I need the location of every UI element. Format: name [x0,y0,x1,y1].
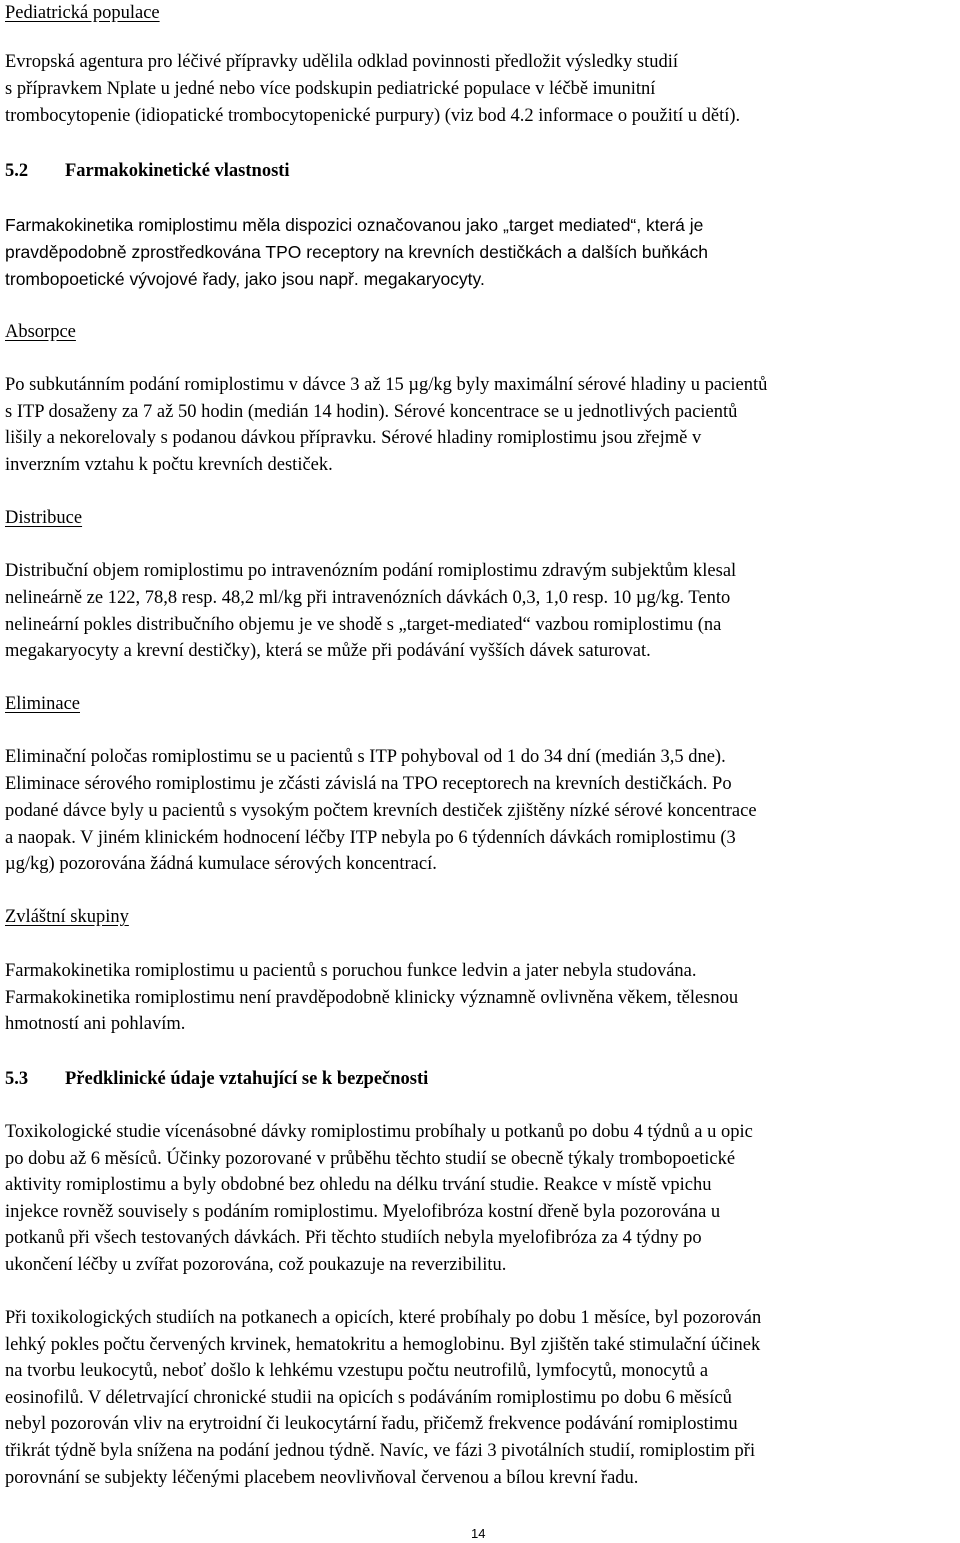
section-title: Předklinické údaje vztahující se k bezpečnosti [65,1069,429,1089]
section-number: 5.3 [5,1069,29,1089]
pk-intro-line: trombopoetické vývojové řady, jako jsou např. megakaryocyty. [5,269,485,289]
absorpce-line: inverzním vztahu k počtu krevních destiček. [5,455,333,475]
eliminace-line: a naopak. V jiném klinickém hodnocení léčby ITP nebyla po 6 týdenních dávkách romiplostimu (3 [5,828,736,848]
zvlastni-skupiny-line: Farmakokinetika romiplostimu není pravděpodobně klinicky významně ovlivněna věkem, tělesnou [5,988,739,1008]
preclinical-para2-line: Při toxikologických studiích na potkanech a opicích, které probíhaly po dobu 1 měsíce, byl pozorován [5,1308,762,1328]
preclinical-para1-line: ukončení léčby u zvířat pozorována, což poukazuje na reverzibilitu. [5,1255,507,1275]
preclinical-para1-line: po dobu až 6 měsíců. Účinky pozorované v průběhu těchto studií se obecně týkaly trombopoetické [5,1149,736,1169]
preclinical-para2-line: na tvorbu leukocytů, neboť došlo k lehkému vzestupu počtu neutrofilů, lymfocytů, monocytů a [5,1361,709,1381]
preclinical-para2-line: nebyl pozorován vliv na erytroidní či leukocytární řadu, přičemž frekvence podávání romiplostimu [5,1414,738,1434]
section-number: 5.2 [5,161,29,181]
eliminace-line: podané dávce byly u pacientů s vysokým počtem krevních destiček zjištěny nízké sérové koncentrace [5,801,757,821]
preclinical-para2-line: eosinofilů. V déletrvající chronické studii na opicích s podáváním romiplostimu po dobu 6 měsíců [5,1388,732,1408]
preclinical-para1-line: Toxikologické studie vícenásobné dávky romiplostimu probíhaly u potkanů po dobu 4 týdnů a u opic [5,1122,753,1142]
preclinical-para2-line: třikrát týdně byla snížena na podání jednou týdně. Navíc, ve fázi 3 pivotálních studií, romiplostim při [5,1441,756,1461]
distribuce-line: nelineární pokles distribučního objemu je ve shodě s „target-mediated“ vazbou romiplostimu (na [5,615,722,635]
distribuce-line: megakaryocyty a krevní destičky), která se může při podávání vyšších dávek saturovat. [5,641,651,661]
pediatric-heading: Pediatrická populace [5,3,160,23]
preclinical-para1-line: potkanů při všech testovaných dávkách. Při těchto studiích nebyla myelofibróza za 4 týdny po [5,1228,702,1248]
eliminace-line: Eliminace sérového romiplostimu je zčásti závislá na TPO receptorech na krevních destičkách. Po [5,774,732,794]
zvlastni-skupiny-line: Farmakokinetika romiplostimu u pacientů s poruchou funkce ledvin a jater nebyla studována. [5,961,697,981]
preclinical-para1-line: aktivity romiplostimu a byly obdobné bez ohledu na délku trvání studie. Reakce v místě vpichu [5,1175,712,1195]
eliminace-line: Eliminační poločas romiplostimu se u pacientů s ITP pohyboval od 1 do 34 dní (medián 3,5 dne). [5,747,726,767]
pk-intro-line: pravděpodobně zprostředkována TPO receptory na krevních destičkách a dalších buňkách [5,242,709,262]
distribuce-heading: Distribuce [5,508,83,528]
absorpce-line: s ITP dosaženy za 7 až 50 hodin (medián 14 hodin). Sérové koncentrace se u jednotlivých pacientů [5,402,738,422]
pediatric-line: Evropská agentura pro léčivé přípravky udělila odklad povinnosti předložit výsledky studií [5,52,679,72]
eliminace-heading: Eliminace [5,694,80,714]
section-5-2-heading [5,158,290,185]
pk-intro-line: Farmakokinetika romiplostimu měla dispozici označovanou jako „target mediated“, která je [5,215,704,235]
distribuce-line: nelineárně ze 122, 78,8 resp. 48,2 ml/kg při intravenózních dávkách 0,3, 1,0 resp. 10 µg/kg. Tento [5,588,731,608]
zvlastni-skupiny-line: hmotností ani pohlavím. [5,1014,186,1034]
pediatric-line: trombocytopenie (idiopatické trombocytopenické purpury) (viz bod 4.2 informace o použití u dětí). [5,106,741,126]
distribuce-line: Distribuční objem romiplostimu po intravenózním podání romiplostimu zdravým subjektům klesal [5,561,737,581]
absorpce-line: Po subkutánním podání romiplostimu v dávce 3 až 15 µg/kg byly maximální sérové hladiny u pacientů [5,375,768,395]
eliminace-line: µg/kg) pozorována žádná kumulace sérových koncentrací. [5,854,437,874]
absorpce-heading: Absorpce [5,322,76,342]
preclinical-para2-line: lehký pokles počtu červených krvinek, hematokritu a hemoglobinu. Byl zjištěn také stimulační účinek [5,1335,761,1355]
preclinical-para2-line: porovnání se subjekty léčenými placebem neovlivňoval červenou a bílou krevní řadu. [5,1468,639,1488]
page-number: 14 [471,1526,486,1541]
absorpce-line: lišily a nekorelovaly s podanou dávkou přípravku. Sérové hladiny romiplostimu jsou zřejmě v [5,428,702,448]
zvlastni-skupiny-heading: Zvláštní skupiny [5,907,129,927]
section-5-3-heading [5,1066,428,1093]
pediatric-line: s přípravkem Nplate u jedné nebo více podskupin pediatrické populace v léčbě imunitní [5,79,656,99]
preclinical-para1-line: injekce rovněž souvisely s podáním romiplostimu. Myelofibróza kostní dřeně byla pozorována u [5,1202,721,1222]
section-title: Farmakokinetické vlastnosti [65,161,290,181]
